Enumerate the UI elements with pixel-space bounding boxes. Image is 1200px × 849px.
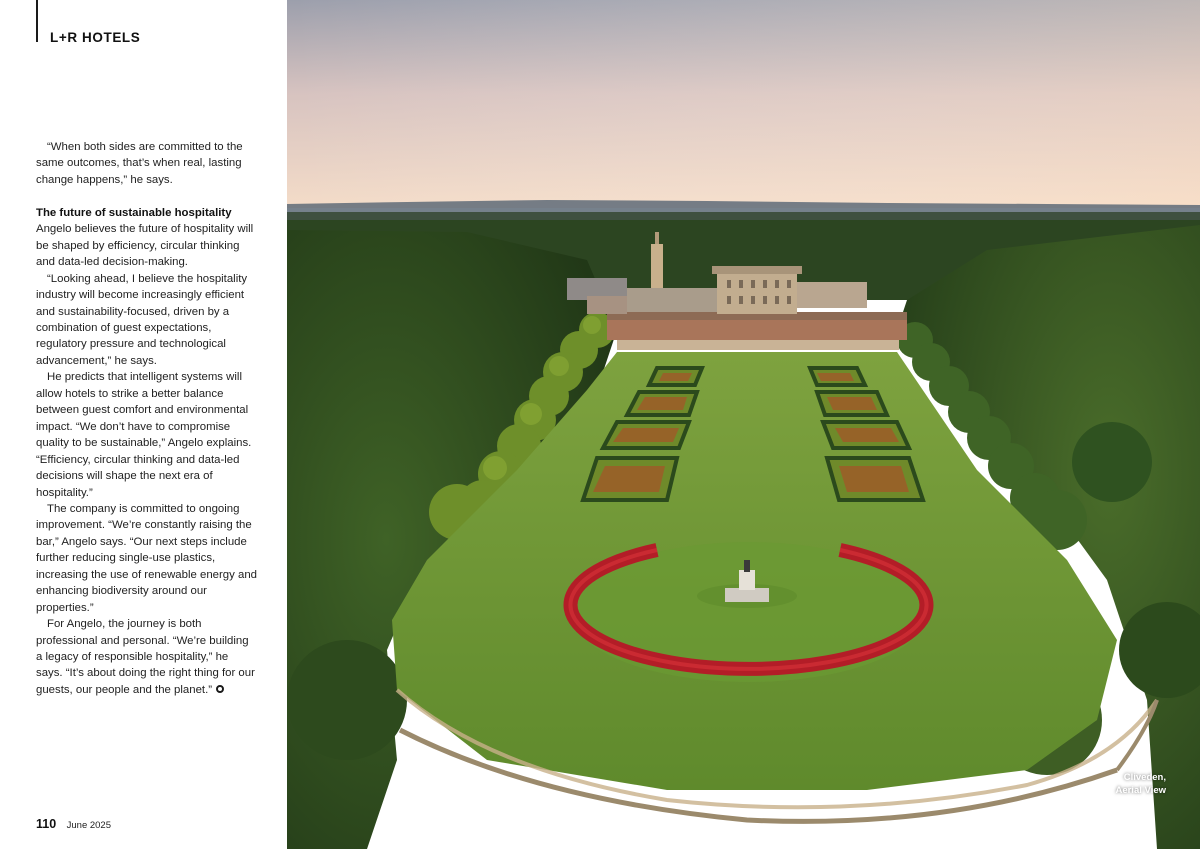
article-paragraph: He predicts that intelligent systems will allow hotels to strike a better balance between guest comfort and environmental impact. “We don’t have to compromise quality to be sustainable,” Angelo explains. “Efficiency, circular thinking and data-led decisions will shape the next era of hospitality.”: [36, 371, 252, 499]
article-column: [0, 0, 287, 849]
brand-rule: [36, 0, 38, 42]
article-paragraph: The company is committed to ongoing improvement. “We’re constantly raising the bar,” Angelo says. “Our next steps include further reducing single-use plastics, increasing the use of renewable energy and enhancing biodiversity around our properties.”: [36, 502, 257, 614]
publication-brand: L+R HOTELS: [50, 30, 141, 45]
article-paragraph: “When both sides are committed to the same outcomes, that’s when real, lasting change happens,” he says.: [36, 141, 243, 186]
aerial-photo: [287, 0, 1200, 849]
photo-caption: [1115, 772, 1166, 797]
end-mark-icon: [216, 685, 224, 693]
caption-line-2: Aerial View: [1115, 784, 1166, 796]
page-number: 110: [36, 817, 57, 831]
section-heading: The future of sustainable hospitality: [36, 206, 232, 219]
issue-date: June 2025: [66, 820, 111, 831]
article-paragraph: Angelo believes the future of hospitality will be shaped by efficiency, circular thinking and data-led decision-making.: [36, 223, 254, 269]
article-paragraph-final: [36, 616, 258, 698]
article-paragraph-text: For Angelo, the journey is both professional and personal. “We’re building a legacy of responsible hospitality,” he says. “It’s about doing the right thing for our guests, our people and the planet.”: [36, 618, 255, 696]
cliveden-aerial-image: [287, 0, 1200, 849]
caption-line-1: Cliveden,: [1123, 772, 1166, 783]
article-body: [36, 139, 258, 698]
page-footer: [36, 815, 111, 833]
article-paragraph: “Looking ahead, I believe the hospitality industry will become increasingly efficient and sustainability-focused, driven by a combination of guest expectations, regulatory pressure and technological advancement,” he says.: [36, 272, 248, 367]
